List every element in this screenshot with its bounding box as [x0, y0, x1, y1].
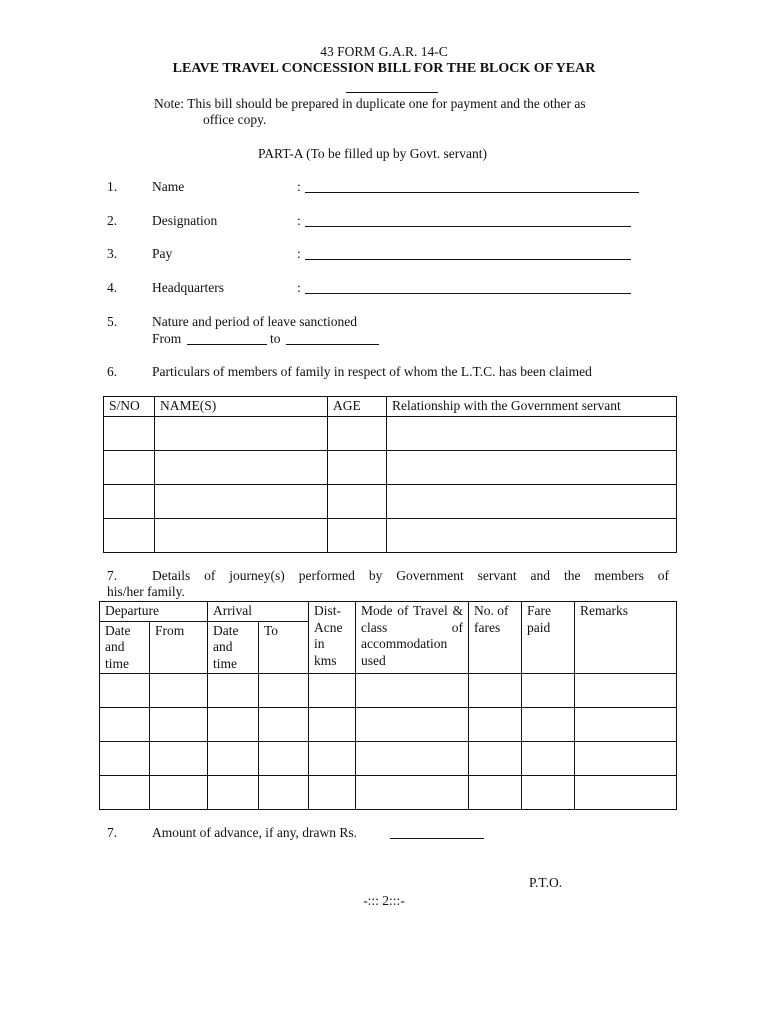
- table-cell[interactable]: [522, 674, 575, 708]
- header-departure-date: Date and time: [100, 621, 150, 674]
- header-distance: Dist-Acne in kms: [309, 602, 356, 674]
- table-header-row: [104, 397, 677, 417]
- table-cell[interactable]: [575, 742, 677, 776]
- form-title: LEAVE TRAVEL CONCESSION BILL FOR THE BLOCK OF YEAR: [172, 61, 596, 76]
- table-cell[interactable]: [150, 674, 208, 708]
- table-cell[interactable]: [104, 450, 155, 484]
- leave-from-blank[interactable]: [187, 344, 267, 345]
- table-cell[interactable]: [100, 708, 150, 742]
- table-cell[interactable]: [208, 776, 259, 810]
- table-cell[interactable]: [356, 708, 469, 742]
- field-colon: :: [297, 179, 301, 194]
- journey-table: [99, 601, 677, 810]
- header-names: NAME(S): [155, 397, 328, 417]
- table-row: [104, 518, 677, 552]
- table-cell[interactable]: [309, 674, 356, 708]
- table-cell[interactable]: [100, 776, 150, 810]
- table-row: [100, 674, 677, 708]
- table-cell[interactable]: [100, 742, 150, 776]
- table-cell[interactable]: [328, 484, 387, 518]
- pto-label: P.T.O.: [529, 875, 563, 890]
- table-cell[interactable]: [328, 518, 387, 552]
- table-cell[interactable]: [522, 708, 575, 742]
- family-label: Particulars of members of family in respect of whom the L.T.C. has been claimed: [152, 364, 592, 379]
- header-departure: Departure: [100, 602, 208, 622]
- table-cell[interactable]: [155, 518, 328, 552]
- header-relationship: Relationship with the Government servant: [387, 397, 677, 417]
- table-cell[interactable]: [150, 708, 208, 742]
- table-cell[interactable]: [155, 450, 328, 484]
- table-cell[interactable]: [259, 674, 309, 708]
- journey-line-2: his/her family.: [107, 584, 185, 599]
- table-cell[interactable]: [208, 674, 259, 708]
- leave-number: 5.: [107, 314, 118, 329]
- journey-line-1: Details of journey(s) performed by Government servant and the members of: [152, 568, 669, 583]
- note-line-2: office copy.: [203, 112, 267, 127]
- field-colon: :: [297, 246, 301, 261]
- table-cell[interactable]: [356, 776, 469, 810]
- table-row: [104, 484, 677, 518]
- field-label: Name: [152, 179, 185, 194]
- leave-label: Nature and period of leave sanctioned: [152, 314, 358, 329]
- header-mode: Mode of Travel & class of accommodation used: [356, 602, 469, 674]
- table-cell[interactable]: [208, 742, 259, 776]
- table-cell[interactable]: [522, 776, 575, 810]
- header-to: To: [259, 621, 309, 674]
- field-number: 2.: [107, 213, 118, 228]
- field-number: 3.: [107, 246, 118, 261]
- field-number: 4.: [107, 280, 118, 295]
- table-cell[interactable]: [387, 450, 677, 484]
- header-fare-paid: Fare paid: [522, 602, 575, 674]
- table-cell[interactable]: [469, 708, 522, 742]
- form-code: 43 FORM G.A.R. 14-C: [320, 44, 448, 59]
- field-label: Pay: [152, 246, 173, 261]
- table-cell[interactable]: [259, 742, 309, 776]
- table-cell[interactable]: [575, 708, 677, 742]
- part-a-heading: PART-A (To be filled up by Govt. servant): [258, 146, 487, 161]
- header-arrival: Arrival: [208, 602, 309, 622]
- header-age: AGE: [328, 397, 387, 417]
- table-row: [104, 416, 677, 450]
- table-cell[interactable]: [259, 776, 309, 810]
- header-remarks: Remarks: [575, 602, 677, 674]
- field-label: Headquarters: [152, 280, 224, 295]
- header-arrival-date: Date and time: [208, 621, 259, 674]
- table-cell[interactable]: [328, 416, 387, 450]
- table-cell[interactable]: [575, 776, 677, 810]
- pay-blank-line[interactable]: [305, 259, 631, 260]
- table-row: [100, 742, 677, 776]
- table-cell[interactable]: [155, 416, 328, 450]
- note-line-1: Note: This bill should be prepared in duplicate one for payment and the other as: [154, 96, 586, 111]
- table-cell[interactable]: [387, 484, 677, 518]
- table-header-row: [100, 602, 677, 622]
- table-row: [100, 776, 677, 810]
- headquarters-blank-line[interactable]: [305, 293, 631, 294]
- table-row: [100, 708, 677, 742]
- table-cell[interactable]: [309, 776, 356, 810]
- table-cell[interactable]: [100, 674, 150, 708]
- table-cell[interactable]: [309, 708, 356, 742]
- journey-number: 7.: [107, 568, 118, 583]
- block-year-blank: [346, 92, 438, 93]
- advance-blank-line[interactable]: [390, 838, 484, 839]
- name-blank-line[interactable]: [305, 192, 639, 193]
- table-cell[interactable]: [259, 708, 309, 742]
- table-cell[interactable]: [575, 674, 677, 708]
- table-cell[interactable]: [309, 742, 356, 776]
- field-colon: :: [297, 280, 301, 295]
- table-cell[interactable]: [469, 674, 522, 708]
- field-label: Designation: [152, 213, 218, 228]
- header-from: From: [150, 621, 208, 674]
- table-cell[interactable]: [104, 518, 155, 552]
- table-cell[interactable]: [150, 742, 208, 776]
- table-cell[interactable]: [469, 776, 522, 810]
- header-fares: No. of fares: [469, 602, 522, 674]
- field-colon: :: [297, 213, 301, 228]
- table-cell[interactable]: [104, 484, 155, 518]
- table-row: [104, 450, 677, 484]
- family-table: [103, 396, 677, 553]
- page-marker: -::: 2:::-: [363, 893, 405, 908]
- header-sno: S/NO: [104, 397, 155, 417]
- table-cell[interactable]: [155, 484, 328, 518]
- leave-from-label: From: [152, 331, 182, 346]
- table-cell[interactable]: [104, 416, 155, 450]
- field-number: 1.: [107, 179, 118, 194]
- table-cell[interactable]: [387, 518, 677, 552]
- table-cell[interactable]: [522, 742, 575, 776]
- table-cell[interactable]: [208, 708, 259, 742]
- leave-to-label: to: [270, 331, 281, 346]
- table-cell[interactable]: [328, 450, 387, 484]
- advance-number: 7.: [107, 825, 118, 840]
- designation-blank-line[interactable]: [305, 226, 631, 227]
- table-cell[interactable]: [356, 742, 469, 776]
- family-number: 6.: [107, 364, 118, 379]
- table-cell[interactable]: [150, 776, 208, 810]
- table-cell[interactable]: [387, 416, 677, 450]
- advance-label: Amount of advance, if any, drawn Rs.: [152, 825, 357, 840]
- leave-to-blank[interactable]: [286, 344, 379, 345]
- table-cell[interactable]: [469, 742, 522, 776]
- table-cell[interactable]: [356, 674, 469, 708]
